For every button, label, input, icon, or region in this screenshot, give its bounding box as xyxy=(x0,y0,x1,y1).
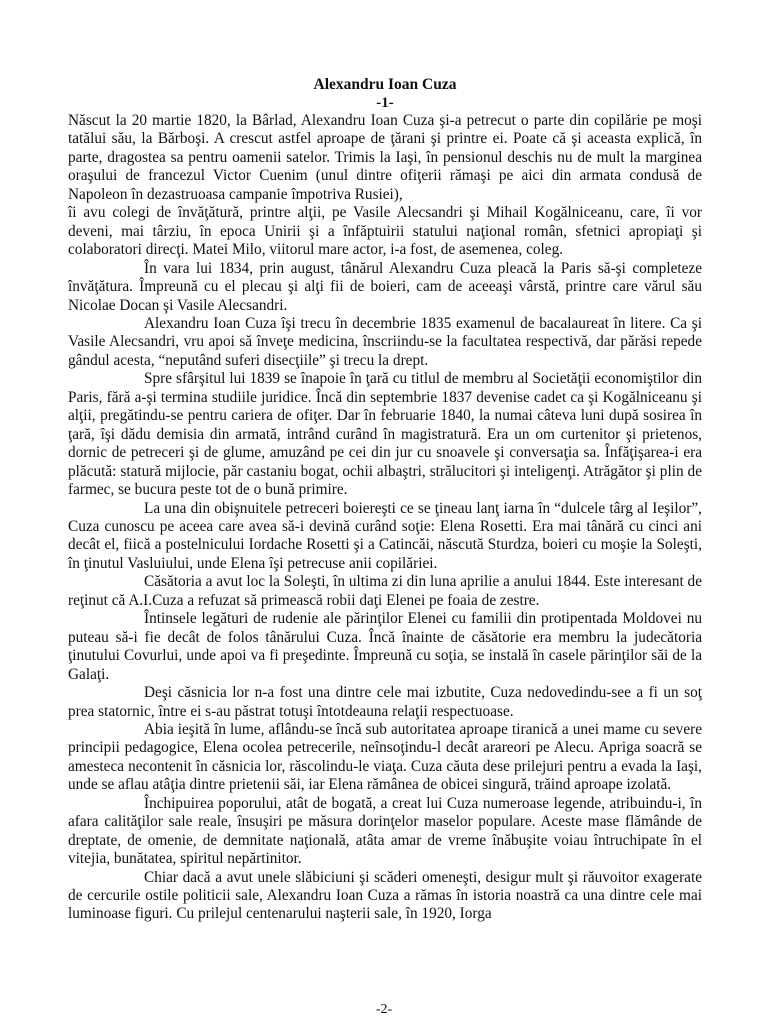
paragraph: Deşi căsnicia lor n-a fost una dintre cele mai izbutite, Cuza nedovedindu-see a fi un soţ prea statornic, între ei s-au păstrat totuşi întotdeauna relaţii respectuoase. xyxy=(68,684,702,720)
paragraph: îi avu colegi de învăţătură, printre alţii, pe Vasile Alecsandri şi Mihail Kogălniceanu, care, îi vor deveni, mai târziu, în epoca Unirii şi a înfăptuirii statului naţional român, sfetnici apropiaţi şi colaboratori direcţi. Matei Milo, viitorul mare actor, i-a fost, de asemenea, coleg. xyxy=(68,204,702,259)
page-number: -1- xyxy=(376,95,394,111)
paragraph: Închipuirea poporului, atât de bogată, a creat lui Cuza numeroase legende, atribuindu-i, în afara calităţilor sale reale, însuşiri pe măsura dorinţelor maselor populare. Aceste mase flămânde de dreptate, de omenie, de demnitate naţională, atâta amar de vreme înăbuşite voiau întruchipate în el vitejia, bunătatea, spiritul nepărtinitor. xyxy=(68,794,702,868)
paragraph: Spre sfârşitul lui 1839 se înapoie în ţară cu titlul de membru al Societăţii economiştilor din Paris, fără a-şi termina studiile juridice. Încă din septembrie 1837 devenise cadet ca şi Kogălniceanu şi alţii, pregătindu-se pentru cariera de ofiţer. Dar în februarie 1840, la numai câteva luni după sosirea în ţară, îşi dădu demisia din armată, intrând curând în magistratură. Era un om curtenitor şi prietenos, dornic de petreceri şi de glume, amuzând pe cei din jur cu snoavele şi conversaţia sa. Înfăţişarea-i era plăcută: statură mijlocie, păr castaniu bogat, ochii albaştri, strălucitori şi inteligenţi. Atrăgător şi plin de farmec, se bucura peste tot de o bună primire. xyxy=(68,370,702,499)
paragraph: Chiar dacă a avut unele slăbiciuni şi scăderi omeneşti, desigur mult şi răuvoitor exagerate de cercurile ostile politicii sale, Alexandru Ioan Cuza a rămas în istoria noastră ca una dintre cele mai luminoase figuri. Cu prilejul centenarului naşterii sale, în 1920, Iorga xyxy=(68,868,702,923)
paragraph: Abia ieşită în lume, aflându-se încă sub autoritatea aproape tiranică a unei mame cu severe principii pedagogice, Elena ocolea petrecerile, neînsoţindu-l decât arareori pe Alecu. Apriga soacră se amesteca necontenit în căsnicia lor, răscolindu-le viaţa. Cuza căuta dese prilejuri pentru a evada la Iaşi, unde se aflau atâţia dintre prietenii săi, iar Elena rămânea de obicei singură, trăind aproape izolată. xyxy=(68,720,702,794)
document-title: Alexandru Ioan Cuza xyxy=(313,76,457,93)
paragraph: Născut la 20 martie 1820, la Bârlad, Alexandru Ioan Cuza şi-a petrecut o parte din copilărie pe moşi tatălui său, la Bărboşi. A crescut astfel aproape de ţărani şi printre ei. Poate că şi aceasta explică, în parte, dragostea sa pentru oamenii satelor. Trimis la Iaşi, în pensionul deschis nu de mult la marginea oraşului de francezul Victor Cuenim (unul dintre ofiţerii rămaşi pe aici din armata condusă de Napoleon în dezastruoasa campanie împotriva Rusiei), xyxy=(68,112,702,203)
paragraph: La una din obişnuitele petreceri boiereşti ce se ţineau lanţ iarna în “dulcele târg al Ieşilor”, Cuza cunoscu pe aceea care avea să-i devină curând soţie: Elena Rosetti. Era mai tânără cu cinci ani decât el, fiică a postelnicului Iordache Rosetti şi a Catincăi, născută Sturdza, boieri cu moşie la Soleşti, în ţinutul Vasluiului, unde Elena îşi petrecuse anii copilăriei. xyxy=(68,499,702,572)
paragraph: Alexandru Ioan Cuza îşi trecu în decembrie 1835 examenul de bacalaureat în litere. Ca şi Vasile Alecsandri, vru apoi să înveţe medicina, înscriindu-se la facultatea respectivă, dar părăsi repede gândul acesta, “neputând suferi disecţiile” şi trecu la drept. xyxy=(68,314,702,369)
footer-page-number: -2- xyxy=(375,1002,393,1017)
paragraph: În vara lui 1834, prin august, tânărul Alexandru Cuza pleacă la Paris să-şi completeze învăţătura. Împreună cu el plecau şi alţi fii de boieri, cam de aceeaşi vârstă, printre care vărul său Nicolae Docan şi Vasile Alecsandri. xyxy=(68,259,702,314)
document-page xyxy=(68,76,702,924)
paragraph: Întinsele legături de rudenie ale părinţilor Elenei cu familii din protipentada Moldovei nu puteau să-i fie decât de folos tânărului Cuza. Încă înainte de căsătorie era membru la judecătoria ţinutului Covurlui, unde apoi va fi preşedinte. Împreună cu soţia, se instală în casele părinţilor săi de la Galaţi. xyxy=(68,610,702,683)
paragraph: Căsătoria a avut loc la Soleşti, în ultima zi din luna aprilie a anului 1844. Este interesant de reţinut că A.I.Cuza a refuzat să primească robii daţi Elenei pe foaia de zestre. xyxy=(68,573,702,609)
